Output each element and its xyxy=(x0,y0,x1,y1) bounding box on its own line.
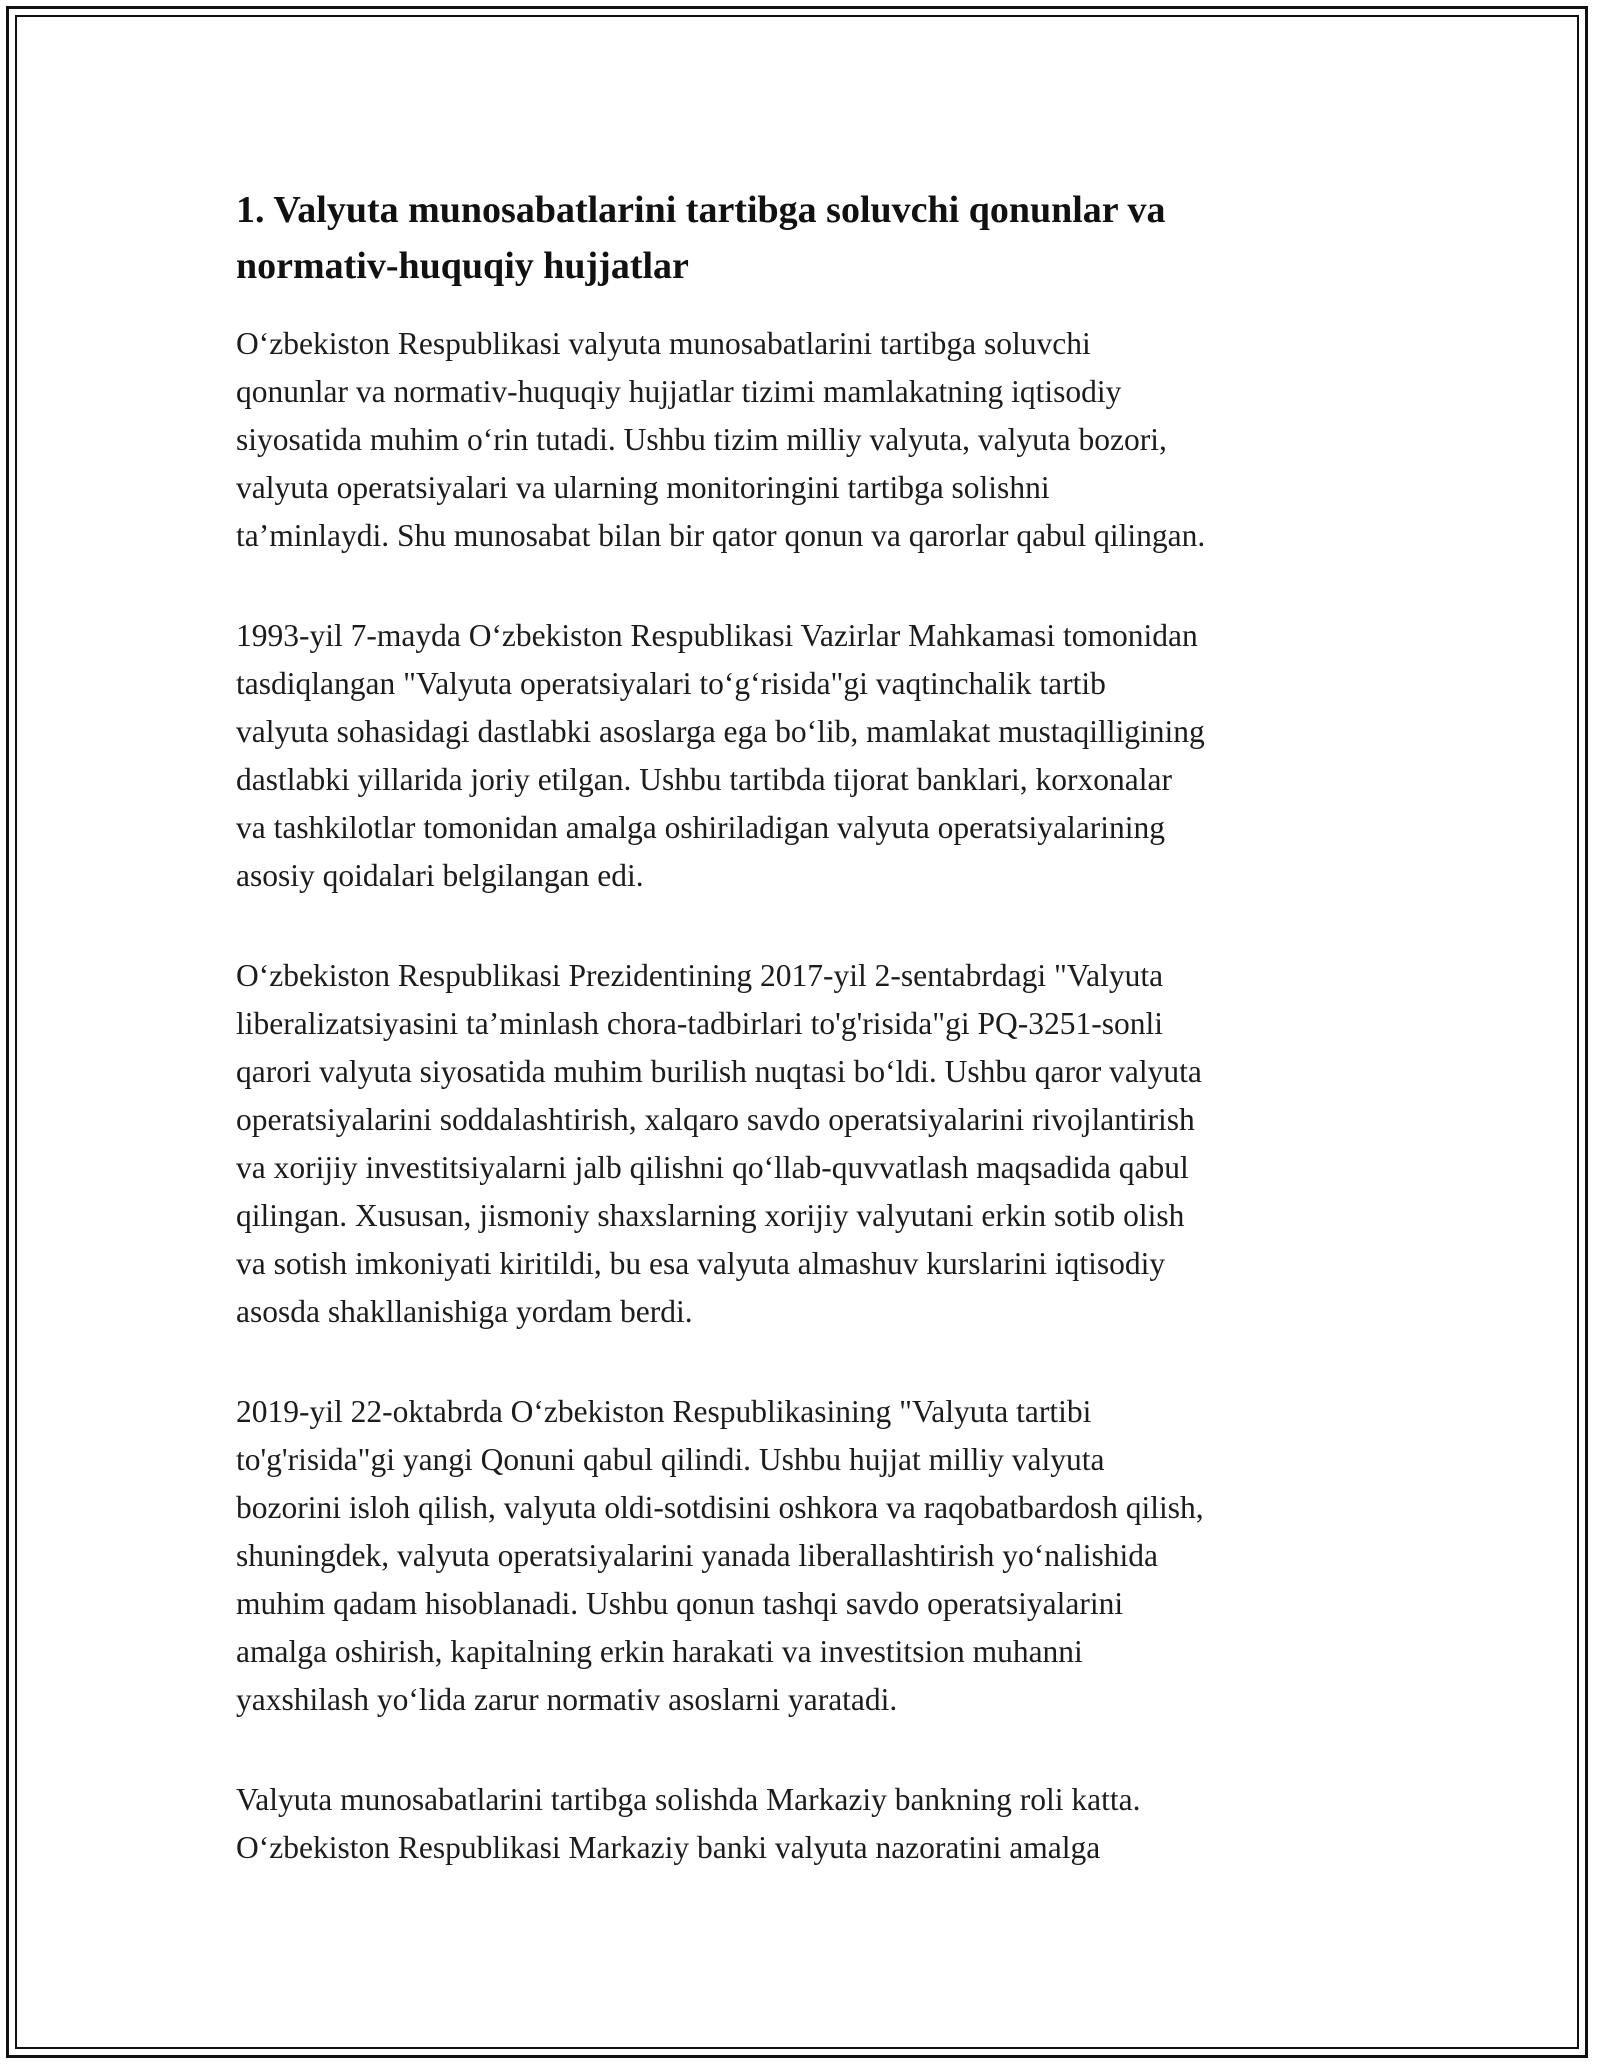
text-line: 1993-yil 7-mayda O‘zbekiston Respublikasi Vazirlar Mahkamasi tomonidan xyxy=(236,618,1198,653)
text-line: asosda shakllanishiga yordam berdi. xyxy=(236,1294,693,1329)
text-line: siyosatida muhim o‘rin tutadi. Ushbu tizim milliy valyuta, valyuta bozori, xyxy=(236,422,1167,457)
text-line: ta’minlaydi. Shu munosabat bilan bir qator qonun va qarorlar qabul qilingan. xyxy=(236,518,1206,553)
text-line: qilingan. Xususan, jismoniy shaxslarning xorijiy valyutani erkin sotib olish xyxy=(236,1198,1185,1233)
text-line: valyuta sohasidagi dastlabki asoslarga ega bo‘lib, mamlakat mustaqilligining xyxy=(236,714,1205,749)
paragraph-5 xyxy=(236,1776,1386,1872)
heading-line: 1. Valyuta munosabatlarini tartibga soluvchi qonunlar va xyxy=(236,189,1166,231)
text-line: O‘zbekiston Respublikasi valyuta munosabatlarini tartibga soluvchi xyxy=(236,326,1091,361)
paragraph-2 xyxy=(236,612,1386,900)
section-heading xyxy=(236,182,1386,294)
text-line: va xorijiy investitsiyalarni jalb qilishni qo‘llab-quvvatlash maqsadida qabul xyxy=(236,1150,1189,1185)
text-line: shuningdek, valyuta operatsiyalarini yanada liberallashtirish yo‘nalishida xyxy=(236,1538,1158,1573)
text-line: qonunlar va normativ-huquqiy hujjatlar tizimi mamlakatning iqtisodiy xyxy=(236,374,1122,409)
text-line: muhim qadam hisoblanadi. Ushbu qonun tashqi savdo operatsiyalarini xyxy=(236,1586,1124,1621)
text-line: operatsiyalarini soddalashtirish, xalqaro savdo operatsiyalarini rivojlantirish xyxy=(236,1102,1195,1137)
text-line: to'g'risida"gi yangi Qonuni qabul qilindi. Ushbu hujjat milliy valyuta xyxy=(236,1442,1105,1477)
text-line: bozorini isloh qilish, valyuta oldi-sotdisini oshkora va raqobatbardosh qilish, xyxy=(236,1490,1204,1525)
text-line: 2019-yil 22-oktabrda O‘zbekiston Respublikasining "Valyuta tartibi xyxy=(236,1394,1092,1429)
text-line: valyuta operatsiyalari va ularning monitoringini tartibga solishni xyxy=(236,470,1050,505)
paragraph-4 xyxy=(236,1388,1386,1724)
text-line: Valyuta munosabatlarini tartibga solishda Markaziy bankning roli katta. xyxy=(236,1782,1141,1817)
text-line: qarori valyuta siyosatida muhim burilish nuqtasi bo‘ldi. Ushbu qaror valyuta xyxy=(236,1054,1202,1089)
text-line: dastlabki yillarida joriy etilgan. Ushbu tartibda tijorat banklari, korxonalar xyxy=(236,762,1172,797)
paragraph-1 xyxy=(236,320,1386,560)
heading-line: normativ-huquqiy hujjatlar xyxy=(236,245,689,287)
text-line: va sotish imkoniyati kiritildi, bu esa valyuta almashuv kurslarini iqtisodiy xyxy=(236,1246,1166,1281)
text-line: asosiy qoidalari belgilangan edi. xyxy=(236,858,644,893)
document-body xyxy=(236,182,1386,1924)
text-line: yaxshilash yo‘lida zarur normativ asoslarni yaratadi. xyxy=(236,1682,898,1717)
text-line: O‘zbekiston Respublikasi Markaziy banki valyuta nazoratini amalga xyxy=(236,1830,1101,1865)
text-line: O‘zbekiston Respublikasi Prezidentining 2017-yil 2-sentabrdagi "Valyuta xyxy=(236,958,1164,993)
text-line: liberalizatsiyasini ta’minlash chora-tadbirlari to'g'risida"gi PQ-3251-sonli xyxy=(236,1006,1163,1041)
text-line: tasdiqlangan "Valyuta operatsiyalari to‘g‘risida"gi vaqtinchalik tartib xyxy=(236,666,1106,701)
text-line: amalga oshirish, kapitalning erkin harakati va investitsion muhanni xyxy=(236,1634,1083,1669)
text-line: va tashkilotlar tomonidan amalga oshiriladigan valyuta operatsiyalarining xyxy=(236,810,1165,845)
paragraph-3 xyxy=(236,952,1386,1336)
